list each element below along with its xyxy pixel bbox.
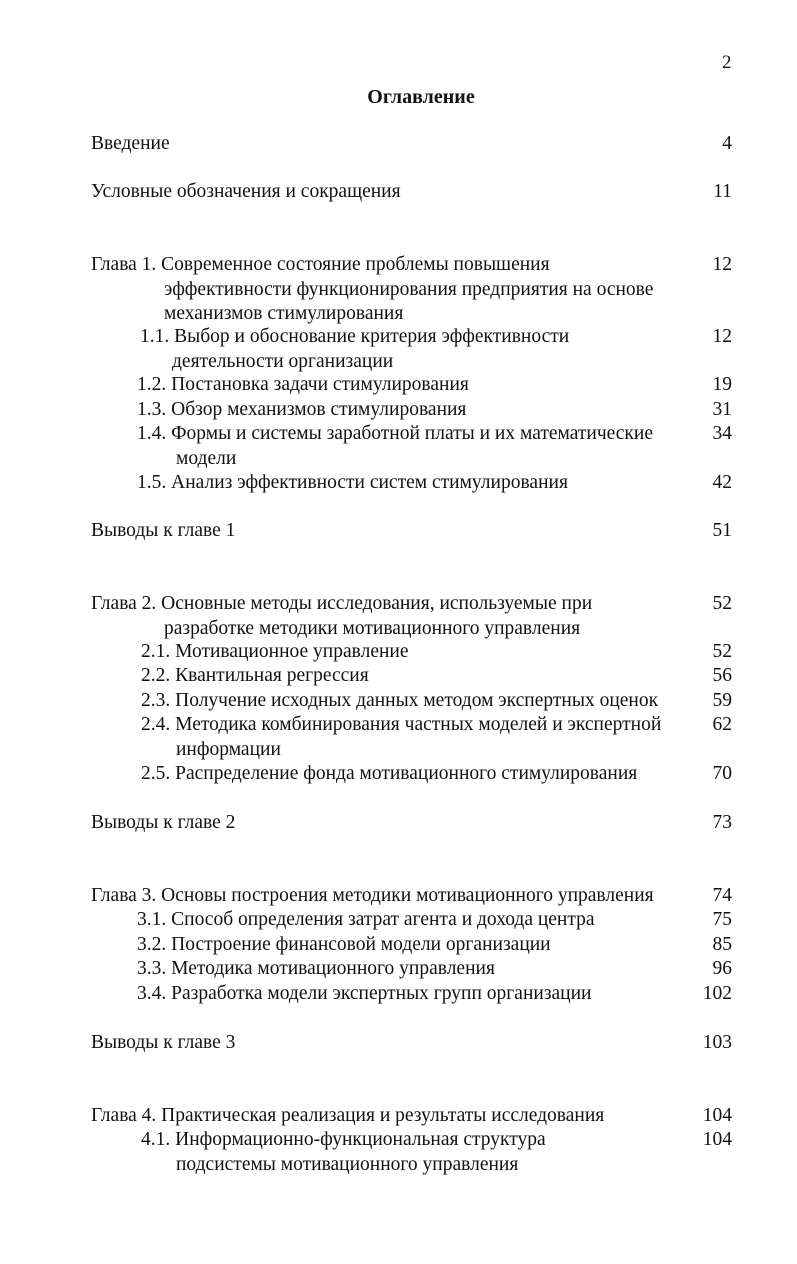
toc-page-section-1-3: 31: [712, 399, 732, 420]
toc-chapter-1-line2: эффективности функционирования предприятия на основе: [164, 279, 654, 300]
toc-chapter-1-line3: механизмов стимулирования: [164, 303, 404, 324]
toc-chapter-3[interactable]: Глава 3. Основы построения методики мотивационного управления: [91, 885, 654, 906]
toc-page-section-2-5: 70: [712, 763, 732, 784]
toc-page-conclusions-3: 103: [702, 1032, 732, 1053]
toc-conclusions-2[interactable]: Выводы к главе 2: [91, 812, 236, 833]
toc-page-conclusions-1: 51: [712, 520, 732, 541]
toc-page-chapter-2: 52: [712, 593, 732, 614]
toc-page-section-1-5: 42: [712, 472, 732, 493]
toc-section-1-4-line2: модели: [176, 448, 237, 469]
toc-entry-intro[interactable]: Введение: [91, 133, 170, 154]
toc-section-2-3[interactable]: 2.3. Получение исходных данных методом экспертных оценок: [141, 690, 659, 711]
toc-page-section-1-4: 34: [712, 423, 732, 444]
toc-conclusions-1[interactable]: Выводы к главе 1: [91, 520, 236, 541]
toc-entry-abbreviations[interactable]: Условные обозначения и сокращения: [91, 181, 401, 202]
toc-chapter-2-line2: разработке методики мотивационного управления: [164, 618, 581, 639]
page-number: 2: [722, 52, 732, 73]
toc-page-intro: 4: [722, 133, 732, 154]
toc-section-4-1-line2: подсистемы мотивационного управления: [176, 1154, 519, 1175]
toc-section-2-1[interactable]: 2.1. Мотивационное управление: [141, 641, 409, 662]
toc-section-1-2[interactable]: 1.2. Постановка задачи стимулирования: [137, 374, 469, 395]
toc-page-section-2-1: 52: [712, 641, 732, 662]
toc-page-abbreviations: 11: [713, 181, 732, 202]
toc-section-1-4[interactable]: 1.4. Формы и системы заработной платы и их математические: [137, 423, 653, 444]
toc-page-section-4-1: 104: [702, 1129, 732, 1150]
toc-page-chapter-4: 104: [702, 1105, 732, 1126]
toc-page-section-1-1: 12: [712, 326, 732, 347]
toc-page-section-2-3: 59: [712, 690, 732, 711]
toc-page-section-2-4: 62: [712, 714, 732, 735]
toc-section-1-1[interactable]: 1.1. Выбор и обоснование критерия эффективности: [140, 326, 570, 347]
toc-section-2-5[interactable]: 2.5. Распределение фонда мотивационного стимулирования: [141, 763, 638, 784]
toc-chapter-1[interactable]: Глава 1. Современное состояние проблемы повышения: [91, 254, 550, 275]
toc-page-chapter-1: 12: [712, 254, 732, 275]
toc-chapter-4[interactable]: Глава 4. Практическая реализация и результаты исследования: [91, 1105, 605, 1126]
toc-conclusions-3[interactable]: Выводы к главе 3: [91, 1032, 236, 1053]
toc-page-section-3-4: 102: [702, 983, 732, 1004]
toc-section-3-1[interactable]: 3.1. Способ определения затрат агента и дохода центра: [137, 909, 595, 930]
page-title: Оглавление: [367, 86, 475, 108]
toc-section-2-4-line2: информации: [176, 739, 281, 760]
toc-page-section-2-2: 56: [712, 665, 732, 686]
toc-page-section-3-2: 85: [712, 934, 732, 955]
toc-section-3-3[interactable]: 3.3. Методика мотивационного управления: [137, 958, 495, 979]
toc-section-3-4[interactable]: 3.4. Разработка модели экспертных групп организации: [137, 983, 592, 1004]
toc-page-conclusions-2: 73: [712, 812, 732, 833]
toc-section-1-3[interactable]: 1.3. Обзор механизмов стимулирования: [137, 399, 467, 420]
toc-page-chapter-3: 74: [712, 885, 732, 906]
toc-section-2-2[interactable]: 2.2. Квантильная регрессия: [141, 665, 369, 686]
toc-page-section-1-2: 19: [712, 374, 732, 395]
toc-chapter-2[interactable]: Глава 2. Основные методы исследования, используемые при: [91, 593, 593, 614]
toc-section-2-4[interactable]: 2.4. Методика комбинирования частных моделей и экспертной: [141, 714, 662, 735]
toc-section-1-5[interactable]: 1.5. Анализ эффективности систем стимулирования: [137, 472, 568, 493]
toc-page-section-3-3: 96: [712, 958, 732, 979]
toc-section-4-1[interactable]: 4.1. Информационно-функциональная структура: [141, 1129, 546, 1150]
toc-section-1-1-line2: деятельности организации: [172, 351, 394, 372]
toc-section-3-2[interactable]: 3.2. Построение финансовой модели организации: [137, 934, 551, 955]
toc-page-section-3-1: 75: [712, 909, 732, 930]
